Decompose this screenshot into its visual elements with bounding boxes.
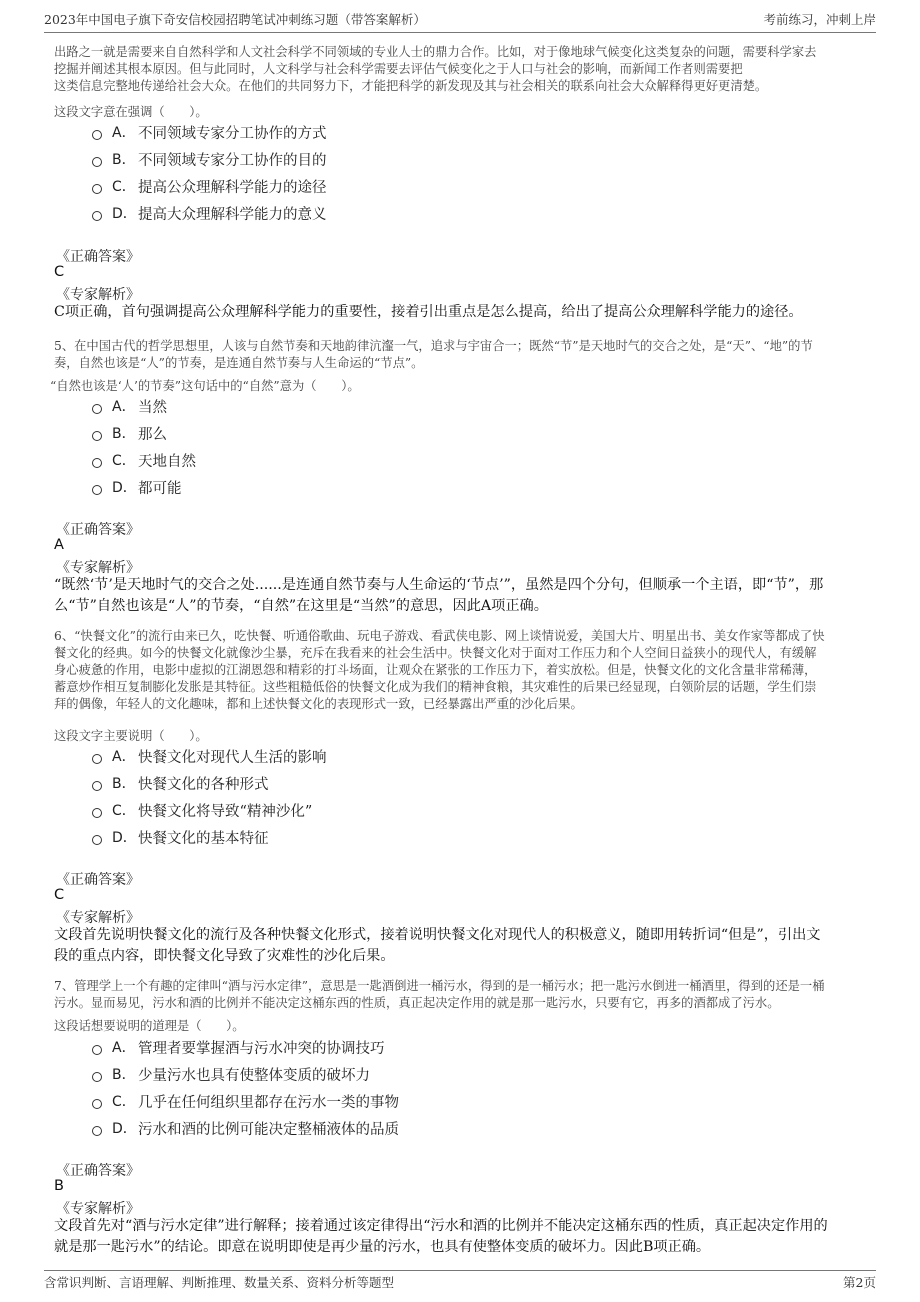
option-text: 提高公众理解科学能力的途径 <box>138 179 327 196</box>
passage-line: 拜的偶像，年轻人的文化趣味，都和上述快餐文化的表现形式一致，已经暴露出严重的沙化后果。 <box>54 697 583 711</box>
q4-answer-title: 《正确答案》 <box>56 249 140 265</box>
analysis-line: 么“节”自然也该是“人”的节奏，“自然”在这里是“当然”的意思，因此A项正确。 <box>54 598 548 614</box>
option-letter: C． <box>112 1094 136 1110</box>
passage-line: 污水。显而易见，污水和酒的比例并不能决定这桶东西的性质，真正起决定作用的就是那一匙污水，只要有它，再多的酒都成了污水。 <box>54 996 780 1010</box>
radio-button-icon[interactable] <box>92 1072 102 1082</box>
page-footer <box>44 1270 876 1291</box>
q4-option-b[interactable] <box>92 148 327 170</box>
option-text: 几乎在任何组织里都存在污水一类的事物 <box>138 1094 399 1111</box>
option-text: 快餐文化对现代人生活的影响 <box>138 749 327 766</box>
passage-line: 身心疲惫的作用，电影中虚拟的江湖恩怨和精彩的打斗场面，让观众在紧张的工作压力下，着实放松。但是，快餐文化的文化含量非常稀薄， <box>54 663 817 677</box>
analysis-line: 就是那一匙污水”的结论。即意在说明即使是再少量的污水，也具有使整体变质的破坏力。因此B项正确。 <box>54 1239 711 1255</box>
q5-answer-value: A <box>54 537 64 553</box>
option-letter: D． <box>112 206 137 222</box>
q7-answer-value: B <box>54 1178 64 1194</box>
passage-line: 出路之一就是需要来自自然科学和人文社会科学不同领域的专业人士的鼎力合作。比如，对于像地球气候变化这类复杂的问题，需要科学家去 <box>54 45 817 59</box>
analysis-line: 文段首先对“酒与污水定律”进行解释；接着通过该定律得出“污水和酒的比例并不能决定这桶东西的性质，真正起决定作用的 <box>54 1218 828 1234</box>
radio-button-icon[interactable] <box>92 1045 102 1055</box>
option-letter: D． <box>112 480 137 496</box>
option-letter: A． <box>112 399 136 415</box>
passage-line: 奏，自然也该是“人”的节奏，是连通自然节奏与人生命运的“节点”。 <box>54 356 424 370</box>
q6-option-a[interactable] <box>92 745 327 767</box>
question-5-stem: “自然也该是‘人’的节奏”这句话中的“自然”意为（ ）。 <box>50 379 360 393</box>
passage-line: 蓄意炒作相互复制膨化发胀是其特征。这些粗糙低俗的快餐文化成为我们的精神食粮，其灾难性的后果已经显现，白领阶层的话题，学生们崇 <box>54 680 817 694</box>
passage-line: 5、在中国古代的哲学思想里，人该与自然节奏和天地韵律沆瀣一气，追求与宇宙合一；既然“节”是天地时气的交合之处，是“天”、“地”的节 <box>54 339 813 353</box>
option-text: 快餐文化将导致“精神沙化” <box>138 803 313 820</box>
q5-option-a[interactable] <box>92 395 167 417</box>
option-letter: A． <box>112 125 136 141</box>
question-6-stem: 这段文字主要说明（ ）。 <box>54 729 208 743</box>
option-letter: B． <box>112 776 136 792</box>
page-number: 第2页 <box>843 1275 876 1290</box>
question-6-passage <box>54 628 866 713</box>
question-7-stem: 这段话想要说明的道理是（ ）。 <box>54 1019 245 1033</box>
option-letter: B． <box>112 1067 136 1083</box>
radio-button-icon[interactable] <box>92 808 102 818</box>
option-letter: C． <box>112 453 136 469</box>
radio-button-icon[interactable] <box>92 1126 102 1136</box>
radio-button-icon[interactable] <box>92 130 102 140</box>
question-7-passage <box>54 978 866 1012</box>
option-text: 提高大众理解科学能力的意义 <box>138 206 327 223</box>
passage-line: 6、“快餐文化”的流行由来已久，吃快餐、听通俗歌曲、玩电子游戏、看武侠电影、网上谈情说爱，美国大片、明星出书、美女作家等都成了快 <box>54 629 825 643</box>
q5-option-b[interactable] <box>92 422 167 444</box>
radio-button-icon[interactable] <box>92 431 102 441</box>
page-header <box>44 10 876 33</box>
radio-button-icon[interactable] <box>92 458 102 468</box>
question-4-passage <box>54 44 866 95</box>
option-letter: D． <box>112 830 137 846</box>
question-4-stem: 这段文字意在强调（ ）。 <box>54 105 208 119</box>
q7-option-a[interactable] <box>92 1036 385 1058</box>
q6-option-b[interactable] <box>92 772 269 794</box>
q4-option-d[interactable] <box>92 202 327 224</box>
q4-option-a[interactable] <box>92 121 327 143</box>
question-5-passage <box>54 338 866 372</box>
radio-button-icon[interactable] <box>92 404 102 414</box>
radio-button-icon[interactable] <box>92 184 102 194</box>
radio-button-icon[interactable] <box>92 157 102 167</box>
q5-option-c[interactable] <box>92 449 196 471</box>
radio-button-icon[interactable] <box>92 835 102 845</box>
q6-option-d[interactable] <box>92 826 269 848</box>
q4-option-c[interactable] <box>92 175 327 197</box>
q7-option-c[interactable] <box>92 1090 399 1112</box>
analysis-line: “既然‘节’是天地时气的交合之处......是连通自然节奏与人生命运的‘节点’”，虽然是四个分句，但顺承一个主语，即“节”，那 <box>54 577 824 593</box>
option-text: 快餐文化的各种形式 <box>138 776 269 793</box>
option-letter: B． <box>112 426 136 442</box>
q7-analysis <box>54 1216 866 1258</box>
option-text: 不同领域专家分工协作的目的 <box>138 152 327 169</box>
option-text: 当然 <box>138 399 167 416</box>
option-text: 不同领域专家分工协作的方式 <box>138 125 327 142</box>
option-text: 管理者要掌握酒与污水冲突的协调技巧 <box>138 1040 385 1057</box>
radio-button-icon[interactable] <box>92 754 102 764</box>
option-text: 快餐文化的基本特征 <box>138 830 269 847</box>
passage-line: 7、管理学上一个有趣的定律叫“酒与污水定律”，意思是一匙酒倒进一桶污水，得到的是一桶污水；把一匙污水倒进一桶酒里，得到的还是一桶 <box>54 979 825 993</box>
q7-answer-title: 《正确答案》 <box>56 1163 140 1179</box>
analysis-line: C项正确，首句强调提高公众理解科学能力的重要性，接着引出重点是怎么提高，给出了提高公众理解科学能力的途径。 <box>54 304 803 320</box>
option-letter: A． <box>112 1040 136 1056</box>
radio-button-icon[interactable] <box>92 781 102 791</box>
analysis-line: 文段首先说明快餐文化的流行及各种快餐文化形式，接着说明快餐文化对现代人的积极意义，随即用转折词“但是”，引出文 <box>54 927 821 943</box>
q7-option-d[interactable] <box>92 1117 399 1139</box>
radio-button-icon[interactable] <box>92 485 102 495</box>
passage-line: 餐文化的经典。如今的快餐文化就像沙尘暴，充斥在我看来的社会生活中。快餐文化对于面对工作压力和个人空间日益狭小的现代人，有缓解 <box>54 646 817 660</box>
q6-analysis-title: 《专家解析》 <box>56 910 140 926</box>
q5-option-d[interactable] <box>92 476 182 498</box>
q4-answer-value: C <box>54 264 65 280</box>
option-letter: A． <box>112 749 136 765</box>
q5-answer-title: 《正确答案》 <box>56 522 140 538</box>
option-letter: C． <box>112 179 136 195</box>
option-letter: C． <box>112 803 136 819</box>
radio-button-icon[interactable] <box>92 1099 102 1109</box>
option-text: 少量污水也具有使整体变质的破坏力 <box>138 1067 370 1084</box>
q4-analysis-title: 《专家解析》 <box>56 287 140 303</box>
q6-analysis <box>54 925 866 967</box>
option-text: 都可能 <box>138 480 182 497</box>
q6-option-c[interactable] <box>92 799 312 821</box>
passage-line: 挖掘并阐述其根本原因。但与此同时，人文科学与社会科学需要去评估气候变化之于人口与社会的影响，而新闻工作者则需要把 <box>54 62 743 76</box>
radio-button-icon[interactable] <box>92 211 102 221</box>
option-text: 天地自然 <box>138 453 196 470</box>
header-slogan: 考前练习，冲刺上岸 <box>763 12 876 27</box>
option-text: 污水和酒的比例可能决定整桶液体的品质 <box>138 1121 399 1138</box>
q5-analysis <box>54 575 866 617</box>
q7-analysis-title: 《专家解析》 <box>56 1201 140 1217</box>
q6-answer-title: 《正确答案》 <box>56 872 140 888</box>
q6-answer-value: C <box>54 887 65 903</box>
option-letter: B． <box>112 152 136 168</box>
analysis-line: 段的重点内容，即快餐文化导致了灾难性的沙化后果。 <box>54 948 395 964</box>
q4-analysis <box>54 302 866 323</box>
document-title: 2023年中国电子旗下奇安信校园招聘笔试冲刺练习题（带答案解析） <box>44 12 426 27</box>
option-letter: D． <box>112 1121 137 1137</box>
passage-line: 这类信息完整地传递给社会大众。在他们的共同努力下，才能把科学的新发现及其与社会相关的联系向社会大众解释得更好更清楚。 <box>54 79 768 93</box>
q7-option-b[interactable] <box>92 1063 370 1085</box>
option-text: 那么 <box>138 426 167 443</box>
footer-description: 含常识判断、言语理解、判断推理、数量关系、资料分析等题型 <box>44 1275 395 1290</box>
q5-analysis-title: 《专家解析》 <box>56 560 140 576</box>
